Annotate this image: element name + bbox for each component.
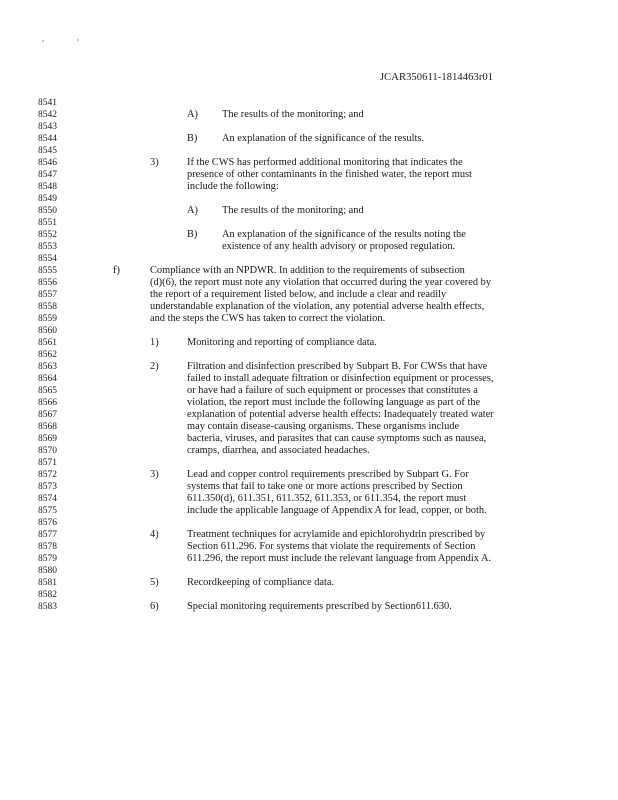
line-number: 8541 (38, 98, 57, 108)
line-number: 8572 (38, 470, 57, 480)
paragraph-line: or have had a failure of such equipment or processes that constitutes a (187, 385, 478, 396)
item-label: A) (187, 109, 198, 120)
line-number: 8575 (38, 506, 57, 516)
line-number: 8552 (38, 230, 57, 240)
line-number: 8571 (38, 458, 57, 468)
item-label: 5) (150, 577, 159, 588)
paragraph-line: understandable explanation of the violation, any potential adverse health effects, (150, 301, 485, 312)
item-label: B) (187, 133, 198, 144)
line-number: 8543 (38, 122, 57, 132)
item-label: f) (113, 265, 120, 276)
paragraph-line: Lead and copper control requirements prescribed by Subpart G. For (187, 469, 469, 480)
paragraph-line: systems that fail to take one or more actions prescribed by Section (187, 481, 463, 492)
paragraph-line: and the steps the CWS has taken to correct the violation. (150, 313, 386, 324)
item-text: Recordkeeping of compliance data. (187, 577, 335, 588)
item-label: 3) (150, 469, 159, 480)
line-number: 8567 (38, 410, 57, 420)
paragraph-line: 611.296, the report must include the relevant language from Appendix A. (187, 553, 492, 564)
line-number: 8573 (38, 482, 57, 492)
paragraph-line: violation, the report must include the following language as part of the (187, 397, 481, 408)
line-number: 8549 (38, 194, 57, 204)
line-number: 8568 (38, 422, 57, 432)
item-text: An explanation of the significance of the results. (222, 133, 424, 144)
scan-speck (77, 39, 79, 41)
item-label: 2) (150, 361, 159, 372)
paragraph-line: (d)(6), the report must note any violation that occurred during the year covered by (150, 277, 492, 288)
line-number: 8580 (38, 566, 57, 576)
line-number: 8555 (38, 266, 57, 276)
paragraph-line: include the following: (187, 181, 279, 192)
line-number: 8553 (38, 242, 57, 252)
paragraph-line: Filtration and disinfection prescribed by Subpart B. For CWSs that have (187, 361, 488, 372)
paragraph-line: Treatment techniques for acrylamide and epichlorohydrin prescribed by (187, 529, 486, 540)
line-number: 8544 (38, 134, 57, 144)
line-number: 8542 (38, 110, 57, 120)
item-text: The results of the monitoring; and (222, 205, 364, 216)
paragraph-line: cramps, diarrhea, and associated headaches. (187, 445, 370, 456)
item-label: 1) (150, 337, 159, 348)
line-number: 8579 (38, 554, 57, 564)
paragraph-line: may contain disease-causing organisms. These organisms include (187, 421, 460, 432)
paragraph-line: the report of a requirement listed below, and include a clear and readily (150, 289, 447, 300)
line-number: 8560 (38, 326, 57, 336)
paragraph-line: An explanation of the significance of the results noting the (222, 229, 466, 240)
line-number: 8550 (38, 206, 57, 216)
line-number: 8578 (38, 542, 57, 552)
scan-speck (42, 40, 44, 42)
line-number: 8566 (38, 398, 57, 408)
line-number: 8581 (38, 578, 57, 588)
line-number: 8558 (38, 302, 57, 312)
line-number: 8577 (38, 530, 57, 540)
line-number: 8563 (38, 362, 57, 372)
paragraph-line: 611.350(d), 611.351, 611.352, 611.353, or 611.354, the report must (187, 493, 467, 504)
line-number: 8556 (38, 278, 57, 288)
line-number: 8554 (38, 254, 57, 264)
line-number: 8545 (38, 146, 57, 156)
line-number: 8574 (38, 494, 57, 504)
line-number: 8570 (38, 446, 57, 456)
paragraph-line: Section 611.296. For systems that violate the requirements of Section (187, 541, 476, 552)
item-text: The results of the monitoring; and (222, 109, 364, 120)
item-label: 6) (150, 601, 159, 612)
line-number: 8582 (38, 590, 57, 600)
line-number: 8551 (38, 218, 57, 228)
line-number: 8583 (38, 602, 57, 612)
item-label: 3) (150, 157, 159, 168)
line-number: 8561 (38, 338, 57, 348)
line-number: 8564 (38, 374, 57, 384)
line-number: 8546 (38, 158, 57, 168)
line-number: 8548 (38, 182, 57, 192)
item-label: A) (187, 205, 198, 216)
document-id: JCAR350611-1814463r01 (380, 72, 494, 83)
line-number: 8562 (38, 350, 57, 360)
item-text: Special monitoring requirements prescribed by Section611.630. (187, 601, 452, 612)
paragraph-line: If the CWS has performed additional monitoring that indicates the (187, 157, 463, 168)
item-text: Monitoring and reporting of compliance data. (187, 337, 377, 348)
paragraph-line: presence of other contaminants in the finished water, the report must (187, 169, 472, 180)
paragraph-line: failed to install adequate filtration or disinfection equipment or processes, (187, 373, 494, 384)
line-number: 8565 (38, 386, 57, 396)
paragraph-line: bacteria, viruses, and parasites that can cause symptoms such as nausea, (187, 433, 487, 444)
paragraph-line: explanation of potential adverse health effects: Inadequately treated water (187, 409, 494, 420)
line-number: 8576 (38, 518, 57, 528)
item-label: B) (187, 229, 198, 240)
line-number: 8547 (38, 170, 57, 180)
line-number: 8557 (38, 290, 57, 300)
item-label: 4) (150, 529, 159, 540)
paragraph-line: Compliance with an NPDWR. In addition to the requirements of subsection (150, 265, 465, 276)
line-number: 8559 (38, 314, 57, 324)
paragraph-line: existence of any health advisory or proposed regulation. (222, 241, 456, 252)
line-number: 8569 (38, 434, 57, 444)
paragraph-line: include the applicable language of Appendix A for lead, copper, or both. (187, 505, 487, 516)
